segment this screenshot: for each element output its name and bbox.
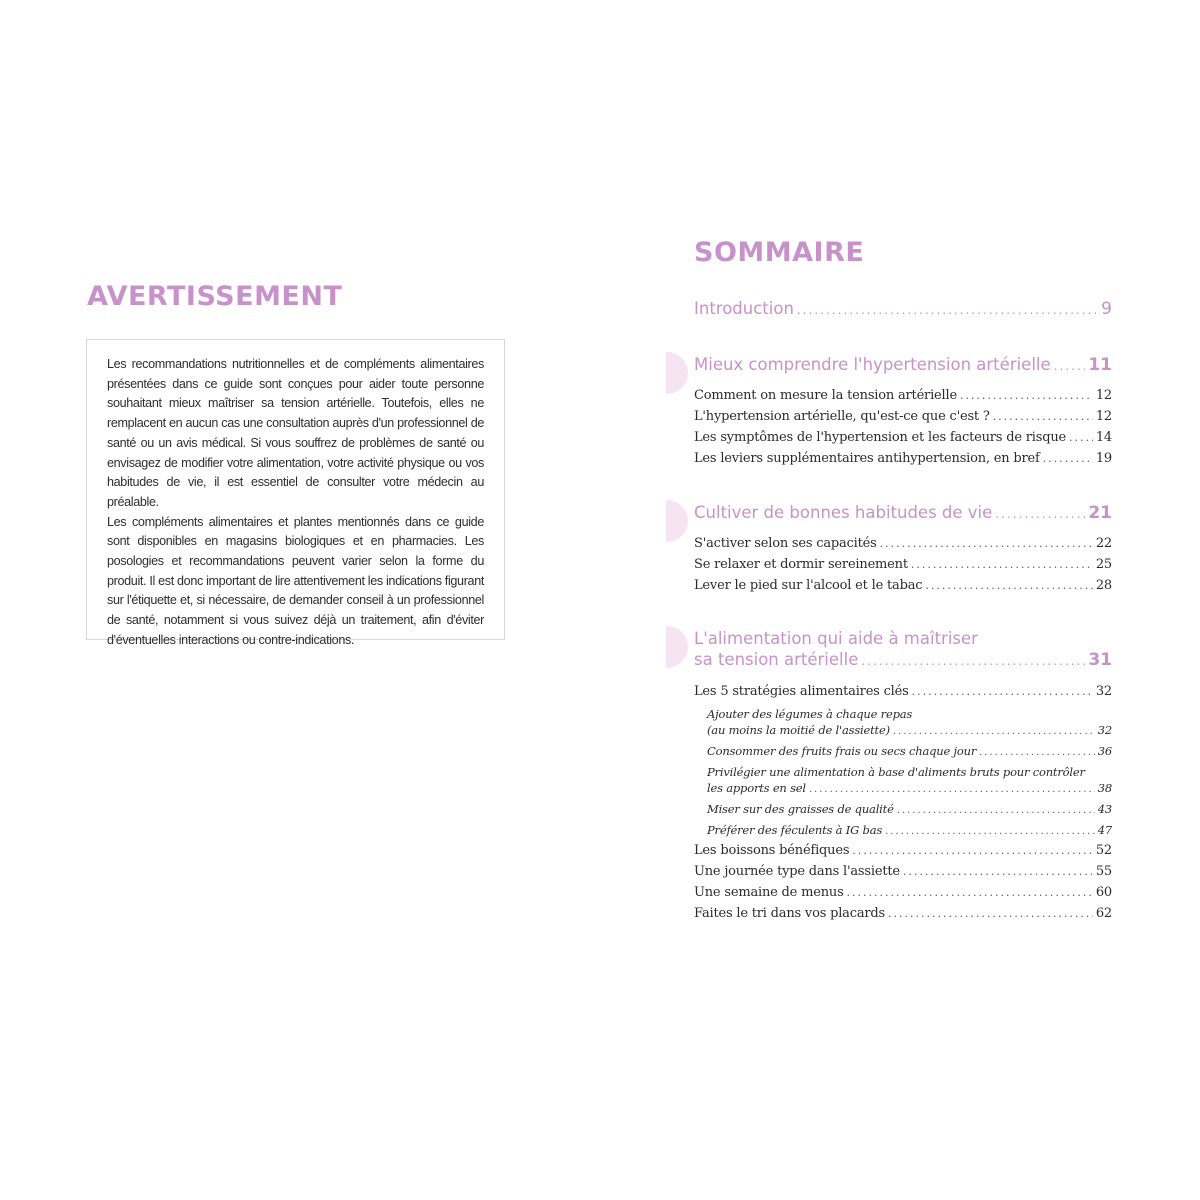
toc-strategy[interactable] [707,723,1112,737]
toc-section[interactable] [694,451,1112,466]
toc-leader-dots [888,907,1093,920]
warning-title: AVERTISSEMENT [87,281,343,312]
toc-strategy[interactable] [707,823,1112,837]
toc-section-page: 52 [1095,843,1112,858]
toc-strategy-1-line1[interactable]: Ajouter des légumes à chaque repas [707,707,913,721]
toc-chapter-3-title-line1[interactable]: L'alimentation qui aide à maîtriser [694,629,978,648]
toc-chapter-2-page: 21 [1088,503,1112,523]
toc-leader-dots [797,303,1098,317]
toc-leader-dots [911,558,1093,571]
toc-section-label: S'activer selon ses capacités [694,536,877,551]
toc-leader-dots [993,410,1093,423]
toc-section-label: Les boissons bénéfiques [694,843,850,858]
toc-chapter-2-title: Cultiver de bonnes habitudes de vie [694,503,993,522]
toc-leader-dots [912,685,1093,698]
toc-section-page: 12 [1095,409,1112,424]
toc-strategy-page: 38 [1097,781,1112,795]
toc-leader-dots [960,389,1093,402]
toc-strategy-page: 43 [1097,802,1112,816]
warning-paragraph-1: Les recommandations nutritionnelles et de compléments alimentaires présentées dans ce guide sont conçues pour aider toute personne souhaitant mieux maîtriser sa tension artérielle. Toutefois, elles ne remplacent en aucun cas une consultation auprès d'un professionnel de santé ou un avis médical. Si vous souffrez de problèmes de santé ou envisagez de modifier votre alimentation, votre activité physique ou vos habitudes de vie, il est essentiel de consulter votre médecin au préalable. [107,357,484,509]
toc-leader-dots [995,507,1085,521]
toc-leader-dots [903,865,1093,878]
toc-leader-dots [809,784,1095,795]
toc-strategy-page: 47 [1097,823,1112,837]
toc-strategy-label: Consommer des fruits frais ou secs chaque jour [707,744,977,758]
toc-strategy-label: Préférer des féculents à IG bas [707,823,883,837]
toc-section[interactable] [694,578,1112,593]
toc-section-label: Lever le pied sur l'alcool et le tabac [694,578,923,593]
toc-leader-dots [861,654,1085,668]
toc-strategy-3-line1[interactable]: Privilégier une alimentation à base d'aliments bruts pour contrôler [707,765,1085,779]
toc-strategy[interactable] [707,802,1112,816]
toc-section-page: 28 [1095,578,1112,593]
toc-leader-dots [847,886,1093,899]
toc-section-label: Les 5 stratégies alimentaires clés [694,684,909,699]
toc-strategy-page: 32 [1097,723,1112,737]
toc-strategy-label: Miser sur des graisses de qualité [707,802,894,816]
toc-strategy-label: (au moins la moitié de l'assiette) [707,723,890,737]
toc-section-label: Une semaine de menus [694,885,844,900]
toc-leader-dots [880,537,1093,550]
toc-strategy[interactable] [707,781,1112,795]
toc-section-label: Faites le tri dans vos placards [694,906,885,921]
toc-introduction-page: 9 [1101,299,1112,319]
warning-box [86,339,505,647]
toc-section[interactable] [694,864,1112,879]
toc-strategy-page: 36 [1097,744,1112,758]
toc-leader-dots [893,726,1095,737]
toc-leader-dots [979,747,1095,758]
toc-introduction[interactable] [694,299,1112,319]
toc-strategy[interactable] [707,744,1112,758]
toc-section-label: L'hypertension artérielle, qu'est-ce que c'est ? [694,409,990,424]
toc-section-page: 19 [1095,451,1112,466]
toc-section[interactable] [694,684,1112,699]
toc-chapter-3-title-line2: sa tension artérielle [694,650,859,669]
toc-leader-dots [1043,452,1093,465]
toc-leader-dots [1054,359,1086,373]
chapter-2-marker [666,500,688,542]
toc-leader-dots [852,844,1093,857]
toc-chapter-1-title: Mieux comprendre l'hypertension artérielle [694,355,1051,374]
chapter-3-marker [666,626,688,668]
toc-section-label: Comment on mesure la tension artérielle [694,388,957,403]
toc-section-page: 14 [1095,430,1112,445]
toc-leader-dots [885,826,1095,837]
toc-section-page: 62 [1095,906,1112,921]
toc-section[interactable] [694,430,1112,445]
toc-chapter-3[interactable] [694,650,1112,670]
toc-chapter-3-page: 31 [1088,650,1112,670]
toc-section-label: Se relaxer et dormir sereinement [694,557,908,572]
toc-section-page: 25 [1095,557,1112,572]
toc-section-label: Les symptômes de l'hypertension et les facteurs de risque [694,430,1066,445]
toc-introduction-label: Introduction [694,299,794,318]
toc-section-page: 55 [1095,864,1112,879]
warning-paragraph-2: Les compléments alimentaires et plantes mentionnés dans ce guide sont disponibles en magasins biologiques et en pharmacies. Les posologies et recommandations peuvent varier selon la forme du produit. Il est donc important de lire attentivement les indications figurant sur l'étiquette et, si nécessaire, de demander conseil à un professionnel de santé, notamment si vous suivez déjà un traitement, afin d'éviter d'éventuelles interactions ou contre-indications. [107,514,484,647]
toc-section-page: 22 [1095,536,1112,551]
toc-section-label: Les leviers supplémentaires antihypertension, en bref [694,451,1040,466]
chapter-1-marker [666,352,688,394]
toc-section[interactable] [694,409,1112,424]
toc-section-page: 60 [1095,885,1112,900]
toc-section[interactable] [694,843,1112,858]
toc-section-page: 32 [1095,684,1112,699]
toc-leader-dots [1069,431,1093,444]
toc-section-label: Une journée type dans l'assiette [694,864,900,879]
toc-leader-dots [897,805,1095,816]
toc-leader-dots [925,579,1093,592]
toc-chapter-1[interactable] [694,355,1112,375]
toc-section[interactable] [694,536,1112,551]
toc-section[interactable] [694,885,1112,900]
toc-chapter-2[interactable] [694,503,1112,523]
toc-section[interactable] [694,388,1112,403]
toc-chapter-1-page: 11 [1088,355,1112,375]
toc-section[interactable] [694,906,1112,921]
toc-strategy-label: les apports en sel [707,781,806,795]
toc-title: SOMMAIRE [694,237,865,268]
toc-section[interactable] [694,557,1112,572]
toc-section-page: 12 [1095,388,1112,403]
